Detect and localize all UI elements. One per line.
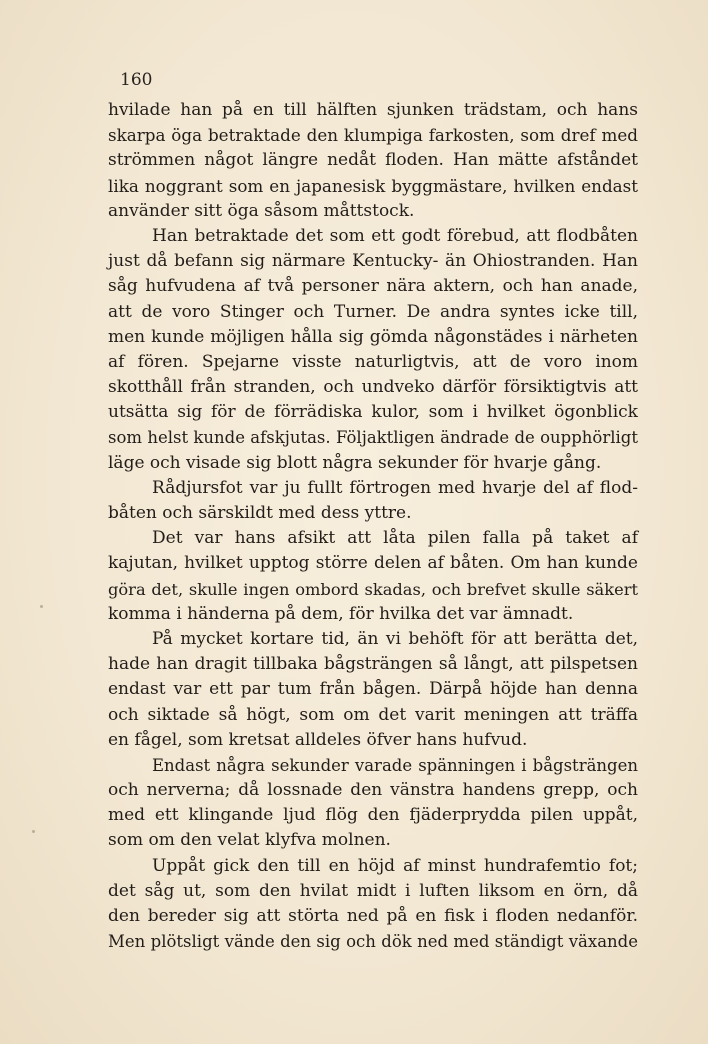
text-line: Men plötsligt vände den sig och dök ned med ständigt växande bbox=[108, 932, 638, 952]
text-line: använder sitt öga såsom måttstock. bbox=[108, 200, 415, 221]
text-line: skotthåll från stranden, och undveko därför försiktigtvis att bbox=[108, 377, 638, 398]
text-line: Det var hans afsikt att låta pilen falla på taket af bbox=[152, 528, 638, 549]
text-line: komma i händerna på dem, för hvilka det var ämnadt. bbox=[108, 603, 574, 624]
paper-speck bbox=[40, 605, 43, 608]
text-line: utsätta sig för de förrädiska kulor, som i hvilket ögonblick bbox=[108, 402, 638, 423]
text-line: På mycket kortare tid, än vi behöft för att berätta det, bbox=[152, 628, 638, 649]
text-line: läge och visade sig blott några sekunder för hvarje gång. bbox=[108, 452, 602, 473]
text-line: och nerverna; då lossnade den vänstra handens grepp, och bbox=[108, 780, 638, 801]
text-line: hade han dragit tillbaka bågsträngen så långt, att pilspetsen bbox=[108, 654, 638, 675]
text-line: lika noggrant som en japanesisk byggmästare, hvilken endast bbox=[108, 175, 638, 196]
text-line: det såg ut, som den hvilat midt i luften liksom en örn, då bbox=[108, 880, 638, 901]
body-text bbox=[108, 98, 638, 954]
text-line: att de voro Stinger och Turner. De andra syntes icke till, bbox=[108, 301, 638, 322]
text-line: men kunde möjligen hålla sig gömda någonstädes i närheten bbox=[108, 326, 638, 347]
text-line: kajutan, hvilket upptog större delen af båten. Om han kunde bbox=[108, 553, 638, 574]
text-line: endast var ett par tum från bågen. Därpå höjde han denna bbox=[108, 679, 638, 700]
text-line: Han betraktade det som ett godt förebud, att flodbåten bbox=[152, 225, 638, 246]
text-line: båten och särskildt med dess yttre. bbox=[108, 503, 412, 523]
text-line: den bereder sig att störta ned på en fisk i floden nedanför. bbox=[108, 906, 638, 926]
text-line: som helst kunde afskjutas. Följaktligen ändrade de oupphörligt bbox=[108, 428, 638, 448]
page-number: 160 bbox=[120, 70, 153, 90]
paper-speck bbox=[32, 830, 35, 833]
text-line: just då befann sig närmare Kentucky- än Ohiostranden. Han bbox=[108, 251, 638, 272]
text-line: Rådjursfot var ju fullt förtrogen med hvarje del af flod- bbox=[152, 477, 638, 498]
text-line: skarpa öga betraktade den klumpiga farkosten, som dref med bbox=[108, 125, 638, 146]
text-line: och siktade så högt, som om det varit meningen att träffa bbox=[108, 704, 638, 725]
text-line: Endast några sekunder varade spänningen i bågsträngen bbox=[152, 755, 638, 775]
text-line: strömmen något längre nedåt floden. Han mätte afståndet bbox=[108, 150, 638, 171]
text-line: som om den velat klyfva molnen. bbox=[108, 830, 391, 851]
text-line: en fågel, som kretsat alldeles öfver hans hufvud. bbox=[108, 729, 528, 750]
text-line: göra det, skulle ingen ombord skadas, och brefvet skulle säkert bbox=[108, 579, 638, 599]
text-line: Uppåt gick den till en höjd af minst hundrafemtio fot; bbox=[152, 855, 638, 876]
text-line: såg hufvudena af två personer nära aktern, och han anade, bbox=[108, 276, 638, 297]
text-line: med ett klingande ljud flög den fjäderprydda pilen uppåt, bbox=[108, 805, 638, 826]
text-line: af fören. Spejarne visste naturligtvis, att de voro inom bbox=[108, 351, 638, 372]
text-line: hvilade han på en till hälften sjunken trädstam, och hans bbox=[108, 100, 638, 120]
